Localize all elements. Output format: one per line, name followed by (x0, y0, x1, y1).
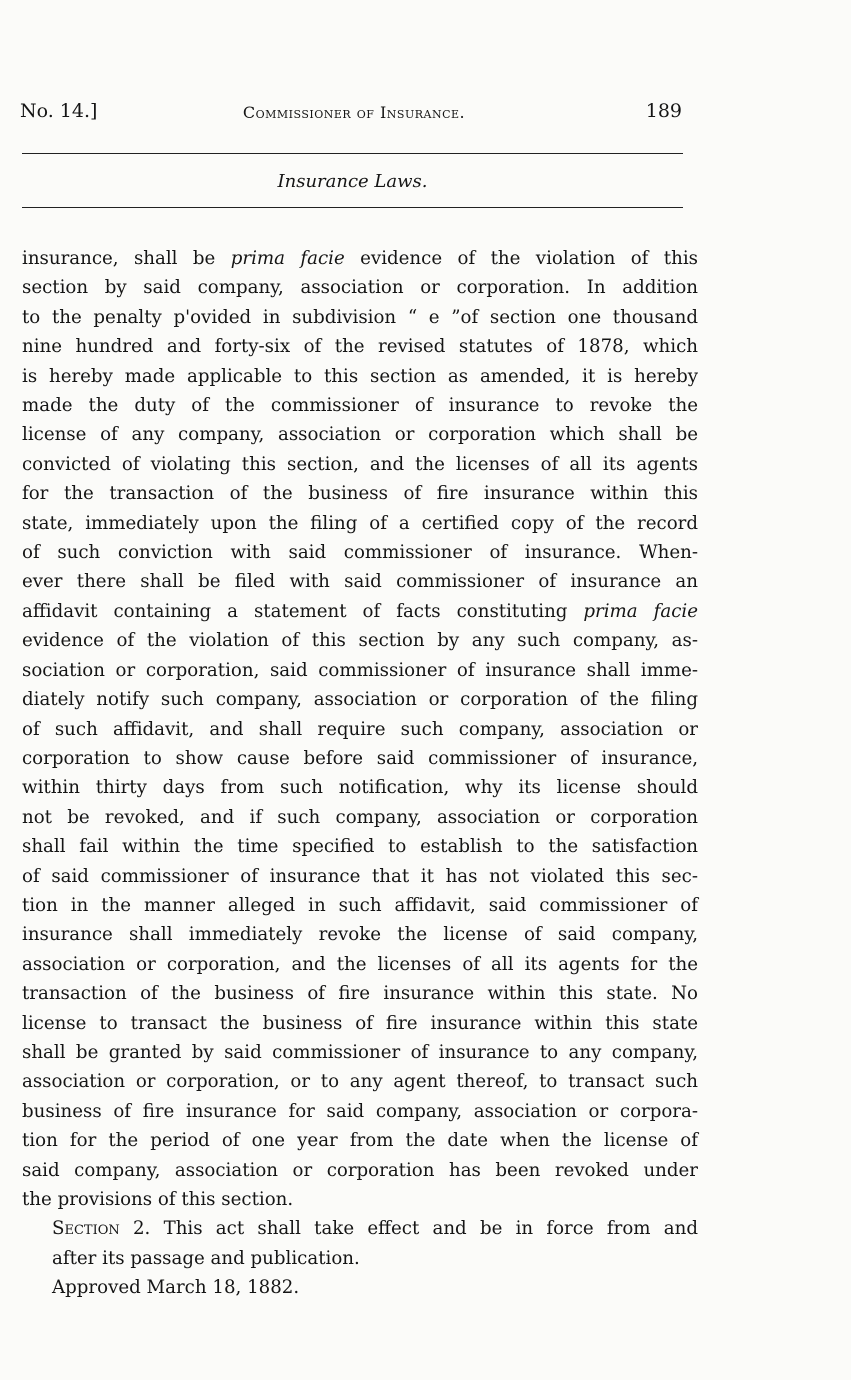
body-line: the provisions of this section. (22, 1189, 294, 1210)
running-title: Commissioner of Insurance. (242, 103, 466, 122)
body-line: sociation or corporation, said commissioner of insurance shall imme- (22, 659, 698, 681)
body-line: corporation to show cause before said commissioner of insurance, (22, 747, 698, 769)
body-line: nine hundred and forty-six of the revised statutes of 1878, which (22, 336, 698, 358)
body-line (22, 597, 698, 626)
body-line: association or corporation, or to any agent thereof, to transact such (22, 1071, 698, 1093)
body-line: said company, association or corporation has been revoked under (22, 1159, 698, 1181)
body-line: within thirty days from such notification, why its license should (22, 777, 698, 799)
bottom-rule (22, 207, 683, 208)
body-line: association or corporation, and the licenses of all its agents for the (22, 953, 698, 975)
running-header (20, 100, 688, 130)
body-line-text: evidence of the violation of this (344, 248, 698, 269)
body-line: shall be granted by said commissioner of insurance to any company, (22, 1041, 698, 1063)
latin-term: prima facie (583, 600, 698, 622)
body-line: made the duty of the commissioner of insurance to revoke the (22, 395, 698, 417)
section-2-line-2: after its passage and publication. (52, 1247, 360, 1269)
body-line: shall fail within the time specified to establish to the satisfaction (22, 836, 698, 858)
body-line: business of fire insurance for said company, association or corpora- (22, 1100, 698, 1122)
latin-term: prima facie (230, 248, 345, 269)
body-line: section by said company, association or corporation. In addition (22, 277, 698, 299)
page-number: 189 (645, 100, 682, 122)
body-line: license to transact the business of fire insurance within this state (22, 1012, 698, 1034)
body-line: of such affidavit, and shall require such company, association or (22, 718, 698, 740)
approval-line: Approved March 18, 1882. (52, 1277, 300, 1299)
body-line: of said commissioner of insurance that it has not violated this sec- (22, 865, 698, 887)
body-paragraph (22, 244, 698, 1214)
body-line: not be revoked, and if such company, association or corporation (22, 806, 698, 828)
body-line: to the penalty p'ovided in subdivision “ e ”of section one thousand (22, 306, 698, 328)
body-line: insurance shall immediately revoke the license of said company, (22, 924, 698, 946)
body-line: evidence of the violation of this section by any such company, as- (22, 630, 698, 652)
body-line (22, 244, 698, 273)
body-text (22, 244, 698, 1303)
body-line: license of any company, association or corporation which shall be (22, 424, 698, 446)
top-rule (22, 153, 683, 154)
body-line: tion for the period of one year from the date when the license of (22, 1130, 698, 1152)
section-label: Section 2. (52, 1218, 151, 1240)
body-line: is hereby made applicable to this section as amended, it is hereby (22, 365, 698, 387)
body-line: convicted of violating this section, and the licenses of all its agents (22, 453, 698, 475)
body-line: ever there shall be filed with said commissioner of insurance an (22, 571, 698, 593)
section-2-paragraph (22, 1214, 698, 1273)
section-subtitle: Insurance Laws. (277, 171, 428, 192)
body-line-text: affidavit containing a statement of facts constituting (22, 600, 584, 622)
body-line: diately notify such company, association or corporation of the filing (22, 689, 698, 711)
body-line: transaction of the business of fire insurance within this state. No (22, 983, 698, 1005)
body-line: state, immediately upon the filing of a certified copy of the record (22, 512, 698, 534)
body-line: for the transaction of the business of fire insurance within this (22, 483, 698, 505)
body-line-text: insurance, shall be (22, 248, 231, 269)
body-line: of such conviction with said commissioner of insurance. When- (22, 542, 698, 564)
document-number: No. 14.] (20, 100, 98, 122)
section-2-line-1: This act shall take effect and be in force from and (150, 1218, 698, 1240)
body-line: tion in the manner alleged in such affidavit, said commissioner of (22, 894, 698, 916)
